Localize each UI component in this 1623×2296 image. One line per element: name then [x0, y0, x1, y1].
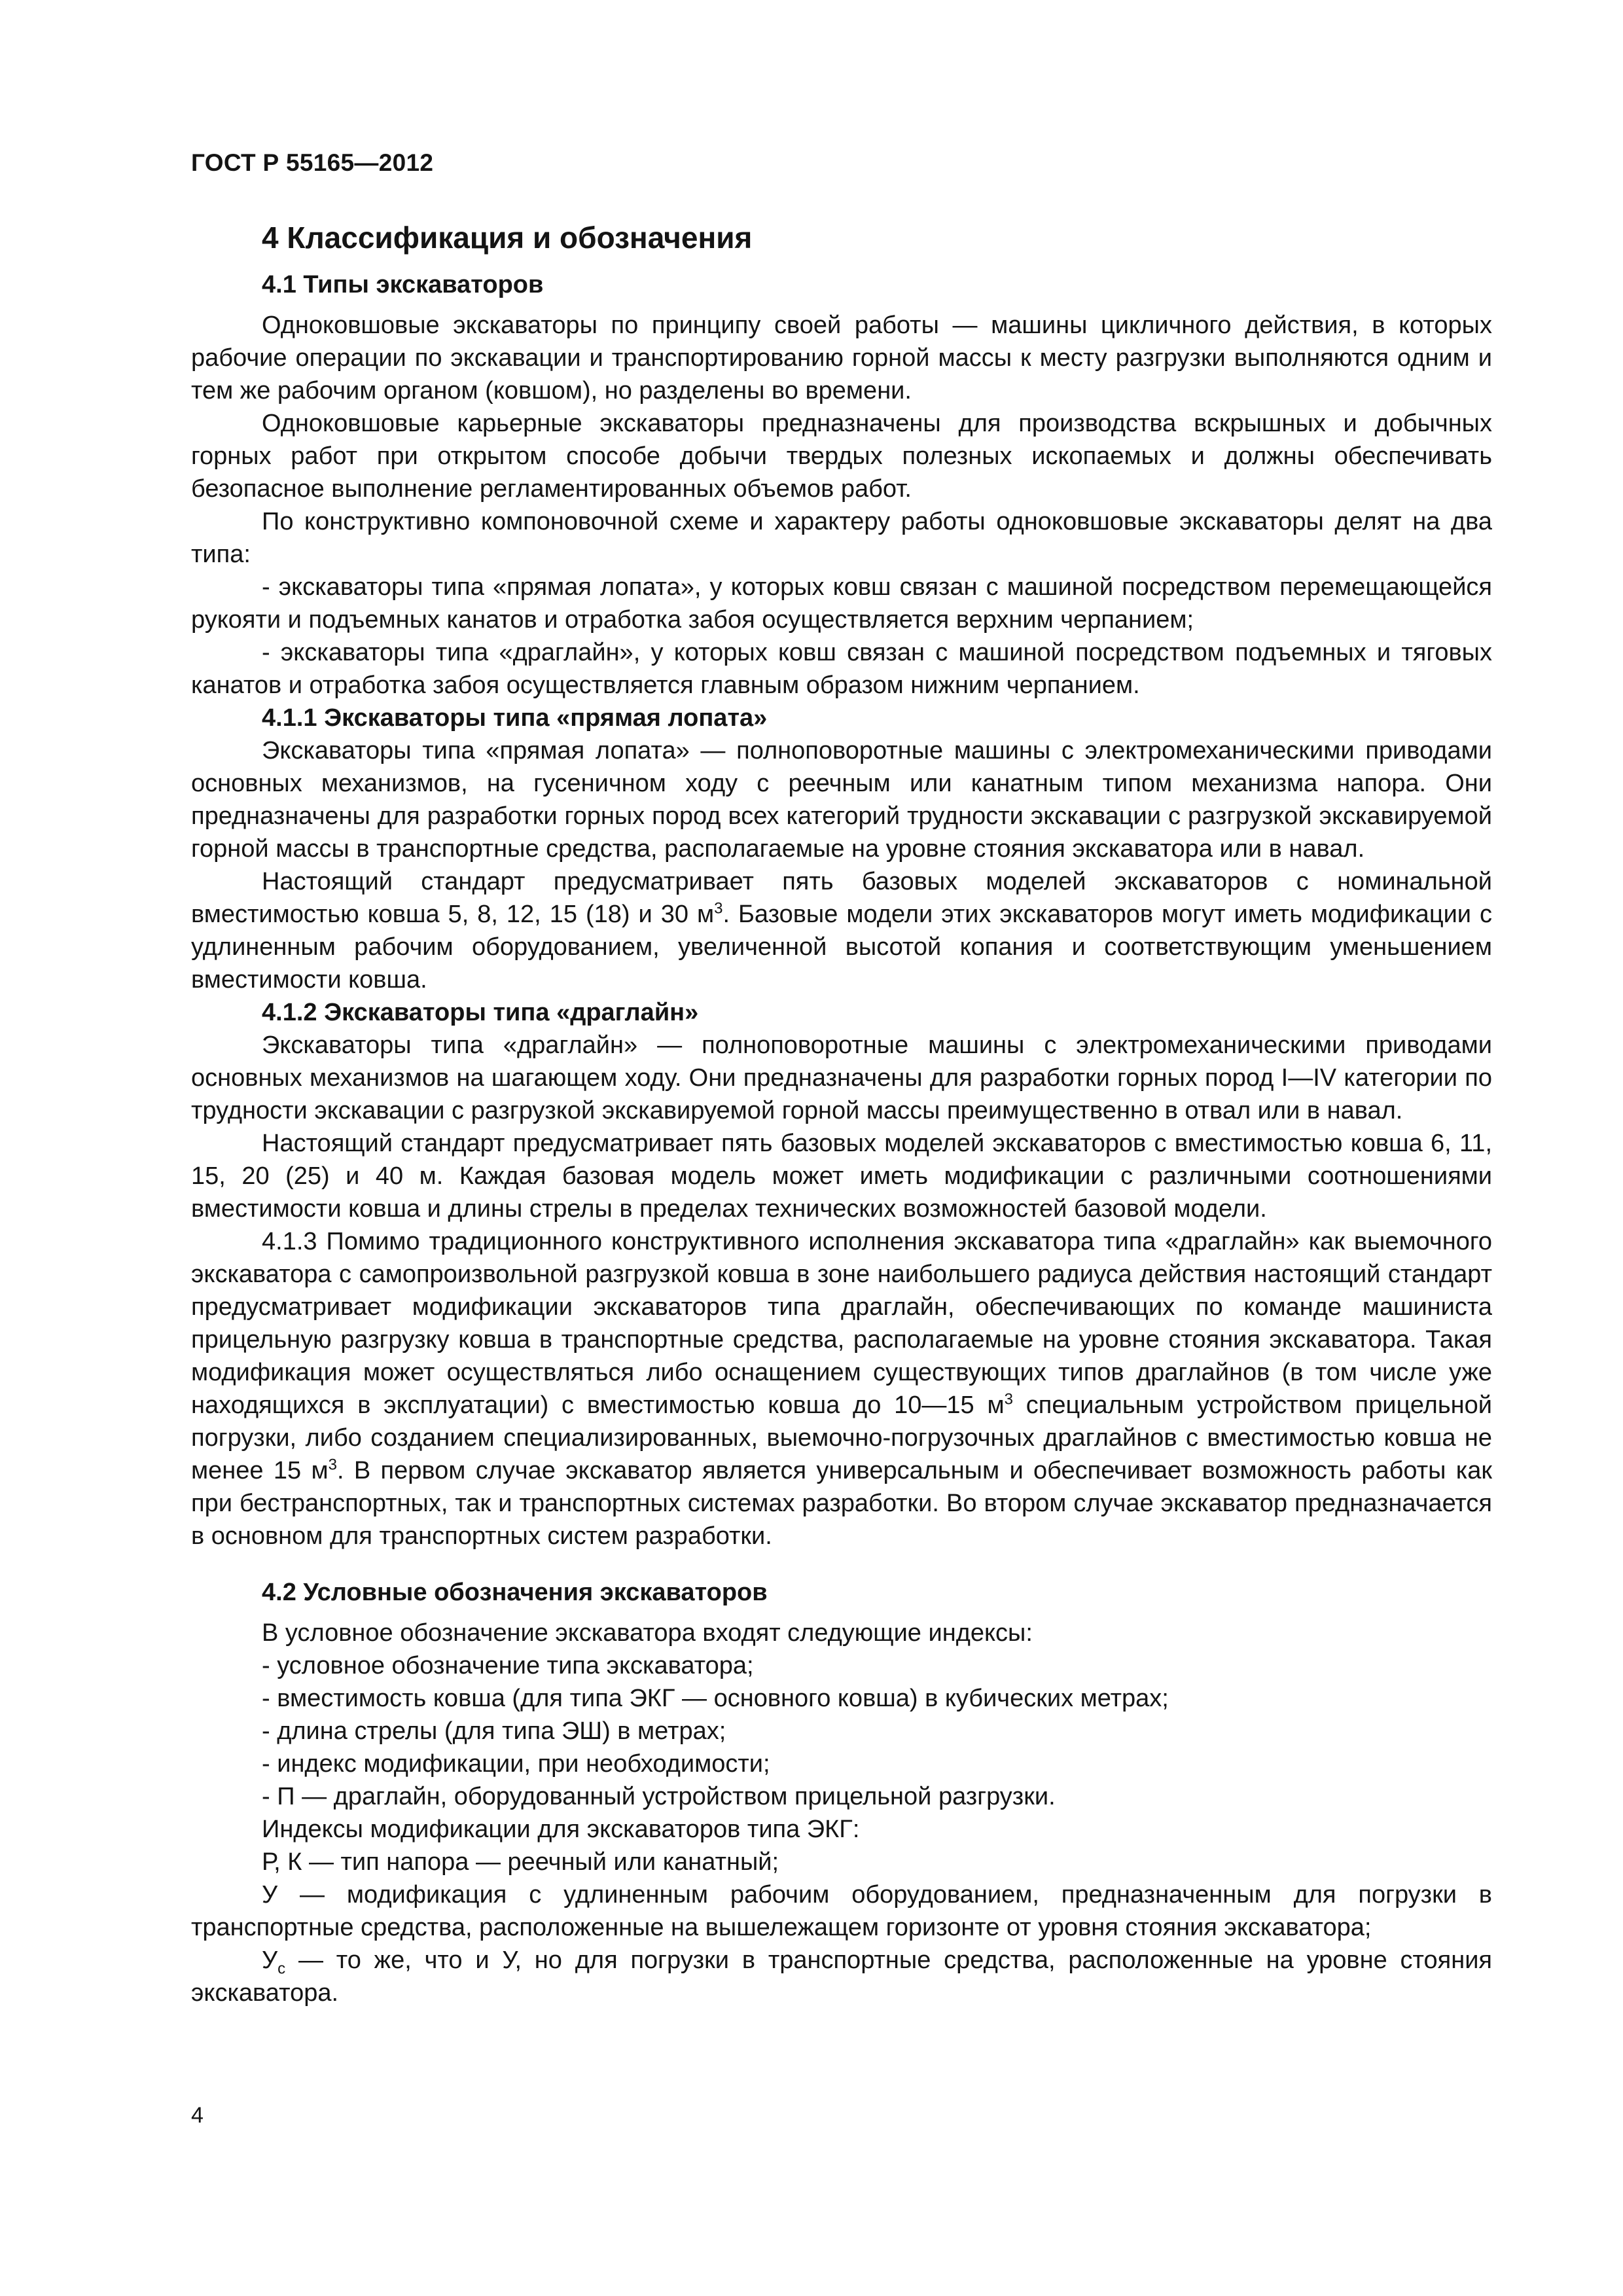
document-header: ГОСТ Р 55165—2012 — [191, 149, 434, 176]
list-item: - условное обозначение типа экскаватора; — [262, 1652, 754, 1679]
text-run: . Базовые модели этих экскаваторов могут иметь модификации с удлиненным рабочим оборудованием, увеличенной высотой копания и соответствующим уменьшением вместимости ковша. — [191, 901, 1493, 994]
text-run: — то же, что и У, но для погрузки в транспортные средства, расположенные на уровне стояния экскаватора. — [191, 1946, 1492, 2007]
text-run: У — [262, 1946, 278, 1974]
subsection-heading-4-1-2: 4.1.2 Экскаваторы типа «драглайн» — [262, 999, 699, 1026]
paragraph: Р, К — тип напора — реечный или канатный; — [262, 1848, 779, 1876]
subsection-heading-4-1-1: 4.1.1 Экскаваторы типа «прямая лопата» — [262, 704, 768, 732]
list-item: - экскаваторы типа «прямая лопата», у которых ковш связан с машиной посредством перемещающейся рукояти и подъемных канатов и отработка забоя осуществляется верхним черпанием; — [191, 573, 1492, 634]
paragraph-4-1-3 — [191, 1225, 1492, 1552]
paragraph: В условное обозначение экскаватора входят следующие индексы: — [262, 1619, 1033, 1647]
paragraph: Одноковшовые экскаваторы по принципу своей работы — машины цикличного действия, в которых рабочие операции по экскавации и транспортированию горной массы к месту разгрузки выполняются одним и тем же рабочим органом (ковшом), но разделены во времени. — [191, 312, 1492, 404]
text-run: 4.1.3 Помимо традиционного конструктивного исполнения экскаватора типа «драглайн» как выемочного экскаватора с самопроизвольной разгрузкой ковша в зоне наибольшего радиуса действия настоящий стандарт предусматривает модификации экскаваторов типа драглайн, обеспечивающих по команде машиниста прицельную разгрузку ковша в транспортные средства, располагаемые на уровне стояния экскаватора. Такая модификация может осуществляться либо оснащением существующих типов драглайнов (в том числе уже находящихся в эксплуатации) с вместимостью ковша до 10—15 м — [191, 1228, 1492, 1419]
paragraph: По конструктивно компоновочной схеме и характеру работы одноковшовые экскаваторы делят на два типа: — [191, 508, 1492, 568]
paragraph: Экскаваторы типа «драглайн» — полноповоротные машины с электромеханическими приводами основных механизмов на шагающем ходу. Они предназначены для разработки горных пород I—IV категории по трудности экскавации с разгрузкой экскавируемой горной массы преимущественно в отвал или в навал. — [191, 1031, 1492, 1124]
superscript: 3 — [714, 899, 723, 918]
paragraph: Одноковшовые карьерные экскаваторы предназначены для производства вскрышных и добычных горных работ при открытом способе добычи твердых полезных ископаемых и должны обеспечивать безопасное выполнение регламентированных объемов работ. — [191, 410, 1492, 503]
paragraph: Настоящий стандарт предусматривает пять базовых моделей экскаваторов с вместимостью ковша 6, 11, 15, 20 (25) и 40 м. Каждая базовая модель может иметь модификации с различными соотношениями вместимости ковша и длины стрелы в пределах технических возможностей базовой модели. — [191, 1130, 1492, 1223]
text-run: специальным устройством прицельной погрузки, либо созданием специализированных, выемочно-погрузочных драглайнов с вместимостью ковша не менее 15 м — [191, 1391, 1493, 1484]
page-number: 4 — [191, 2103, 204, 2128]
subsection-heading-4-2: 4.2 Условные обозначения экскаваторов — [262, 1579, 768, 1606]
paragraph: Экскаваторы типа «прямая лопата» — полноповоротные машины с электромеханическими приводами основных механизмов, на гусеничном ходу с реечным или канатным типом механизма напора. Они предназначены для разработки горных пород всех категорий трудности экскавации с разгрузкой экскавируемой горной массы в транспортные средства, располагаемые на уровне стояния экскаватора или в навал. — [191, 737, 1492, 863]
superscript: 3 — [328, 1456, 337, 1474]
paragraph — [191, 1944, 1492, 2009]
list-item: - индекс модификации, при необходимости; — [262, 1750, 770, 1778]
superscript: 3 — [1004, 1390, 1013, 1408]
paragraph: Индексы модификации для экскаваторов типа ЭКГ: — [262, 1816, 860, 1843]
paragraph — [191, 865, 1492, 996]
list-item: - длина стрелы (для типа ЭШ) в метрах; — [262, 1717, 726, 1745]
list-item: - экскаваторы типа «драглайн», у которых ковш связан с машиной посредством подъемных и тяговых канатов и отработка забоя осуществляется главным образом нижним черпанием. — [191, 639, 1492, 699]
section-heading: 4 Классификация и обозначения — [262, 221, 753, 255]
spacer — [191, 1552, 1492, 1570]
list-item: - П — драглайн, оборудованный устройством прицельной разгрузки. — [262, 1783, 1056, 1810]
list-item: - вместимость ковша (для типа ЭКГ — основного ковша) в кубических метрах; — [262, 1685, 1169, 1712]
subsection-heading-4-1: 4.1 Типы экскаваторов — [262, 271, 544, 298]
text-run: . В первом случае экскаватор является универсальным и обеспечивает возможность работы как при бестранспортных, так и транспортных системах разработки. Во втором случае экскаватор предназначается в основном для транспортных систем разработки. — [191, 1457, 1492, 1550]
document-body — [191, 216, 1492, 2009]
paragraph: У — модификация с удлиненным рабочим оборудованием, предназначенным для погрузки в транспортные средства, расположенные на вышележащем горизонте от уровня стояния экскаватора; — [191, 1881, 1492, 1941]
text-run: Настоящий стандарт предусматривает пять базовых моделей экскаваторов с номинальной вместимостью ковша 5, 8, 12, 15 (18) и 30 м — [191, 868, 1492, 928]
subscript: с — [277, 1960, 286, 1978]
